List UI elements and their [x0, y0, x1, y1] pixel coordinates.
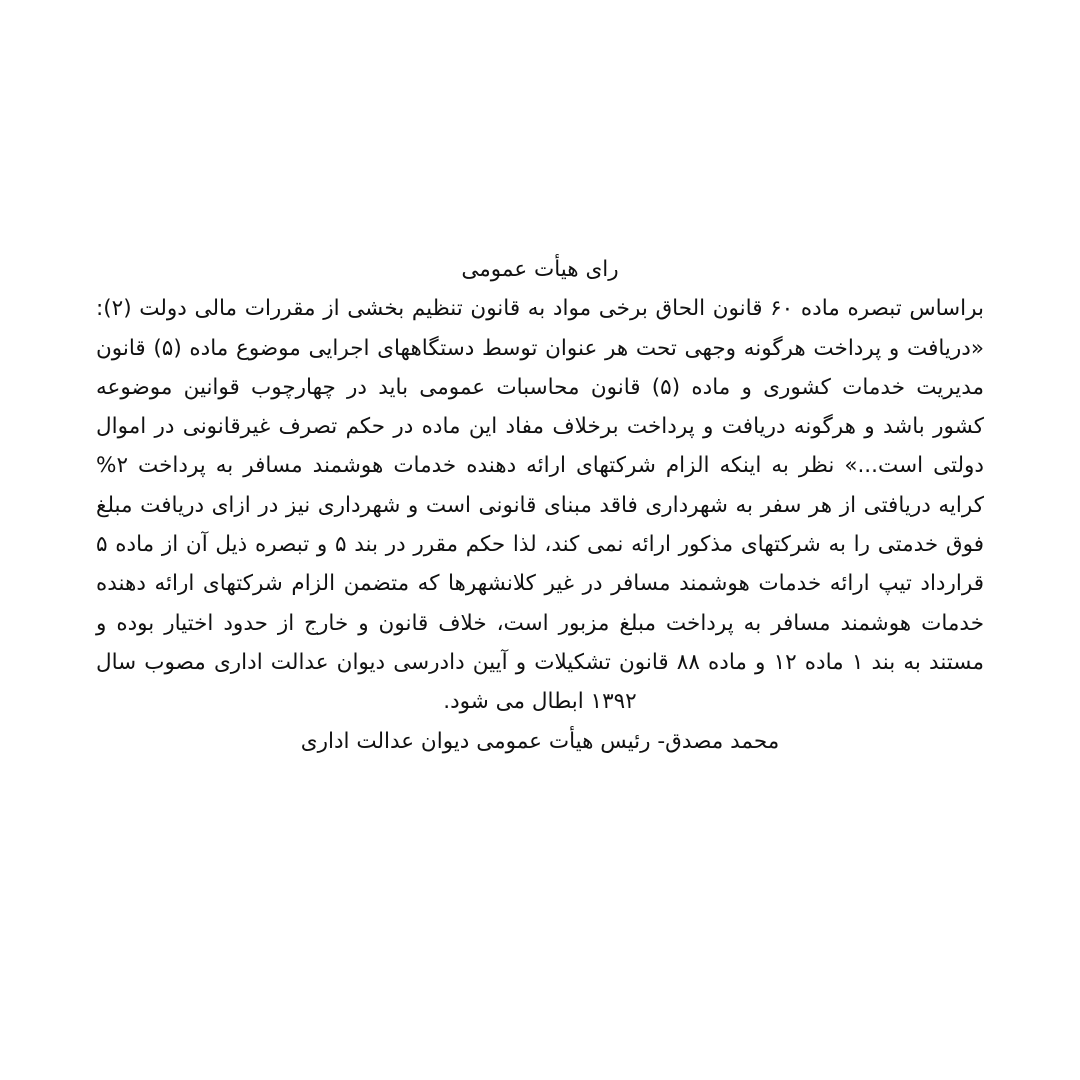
ruling-title: رای هیأت عمومی: [461, 257, 619, 282]
ruling-document: [96, 250, 984, 761]
ruling-body: براساس تبصره ماده ۶۰ قانون الحاق برخی مواد به قانون تنظیم بخشی از مقررات مالی دولت (۲): «دریافت و پرداخت هرگونه وجهی تحت هر عنوان توسط دستگاههای اجرایی موضوع ماده (۵) قانون مدیریت خدمات کشوری و ماده (۵) قانون محاسبات عمومی باید در چهارچوب قوانین موضوعه کشور باشد و هرگونه دریافت و پرداخت برخلاف مفاد این ماده در حکم تصرف غیرقانونی در اموال دولتی است...» نظر به اینکه الزام شرکتهای ارائه دهنده خدمات هوشمند مسافر به پرداخت ۲% کرایه دریافتی از هر سفر به شهرداری فاقد مبنای قانونی است و شهرداری نیز در ازای دریافت مبلغ فوق خدمتی را به شرکتهای مذکور ارائه نمی کند، لذا حکم مقرر در بند ۵ و تبصره ذیل آن از ماده ۵ قرارداد تیپ ارائه خدمات هوشمند مسافر در غیر کلانشهرها که متضمن الزام شرکتهای ارائه دهنده خدمات هوشمند مسافر به پرداخت مبلغ مزبور است، خلاف قانون و خارج از حدود اختیار بوده و مستند به بند ۱ ماده ۱۲ و ماده ۸۸ قانون تشکیلات و آیین دادرسی دیوان عدالت اداری مصوب سال ۱۳۹۲ ابطال می شود.: [96, 296, 984, 715]
signature-line: محمد مصدق- رئیس هیأت عمومی دیوان عدالت اداری: [300, 728, 780, 754]
